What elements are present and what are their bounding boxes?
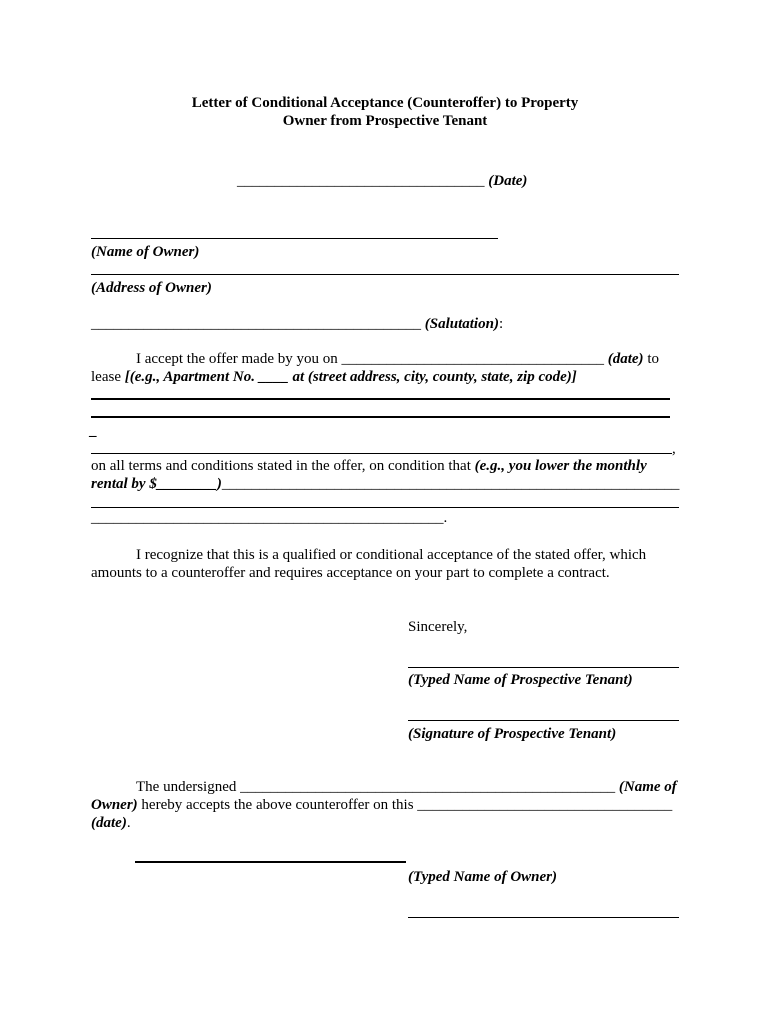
- lease-dash: _: [89, 423, 97, 439]
- salutation-line: [91, 315, 503, 333]
- undersigned-line-1: [136, 778, 677, 796]
- lease-comma: ,: [672, 441, 676, 457]
- owner-name-line: [91, 238, 498, 239]
- condition-line: [91, 507, 679, 508]
- offer-sentence: [136, 350, 659, 368]
- rental-example: rental by $________): [91, 476, 222, 492]
- lease-line-3: [91, 453, 672, 454]
- undersigned-text: The undersigned: [136, 779, 237, 795]
- undersigned-blank: __________________________________________________: [240, 779, 616, 795]
- salutation-colon: :: [498, 316, 504, 332]
- offer-date-label: (date): [607, 351, 644, 367]
- document-title-line2: Owner from Prospective Tenant: [282, 113, 488, 129]
- rental-line: [91, 475, 679, 493]
- undersigned-name-of: (Name of: [618, 779, 677, 795]
- offer-intro: I accept the offer made by you on: [136, 351, 338, 367]
- owner-signature-line: [135, 861, 406, 863]
- lease-word: lease: [91, 369, 121, 385]
- salutation-label: (Salutation): [424, 316, 499, 332]
- date-label: (Date): [488, 173, 528, 189]
- undersigned-period: .: [126, 815, 131, 831]
- owner-name-label: (Name of Owner): [91, 244, 200, 260]
- undersigned-date-label: (date): [91, 815, 127, 831]
- sincerely: Sincerely,: [408, 619, 468, 635]
- tenant-signature-line: [408, 720, 679, 721]
- owner-typed-name-label: (Typed Name of Owner): [408, 869, 557, 885]
- undersigned-accepts: hereby accepts the above counteroffer on this: [141, 797, 414, 813]
- undersigned-line-2: [91, 796, 672, 814]
- condition-final-blank: _______________________________________________.: [91, 510, 448, 526]
- condition-text: on all terms and conditions stated in the offer, on condition that: [91, 458, 471, 474]
- lease-line-1: [91, 398, 670, 400]
- date-line: [237, 172, 527, 190]
- owner-address-label: (Address of Owner): [91, 280, 212, 296]
- undersigned-line-3: [91, 814, 131, 832]
- lease-example: [(e.g., Apartment No. ____ at (street address, city, county, state, zip code)]: [124, 369, 577, 385]
- tenant-typed-name-label: (Typed Name of Prospective Tenant): [408, 672, 633, 688]
- condition-sentence: [91, 457, 647, 475]
- recognize-line-2: amounts to a counteroffer and requires acceptance on your part to complete a contract.: [91, 565, 610, 581]
- owner-typed-name-line: [408, 917, 679, 918]
- undersigned-owner: Owner): [91, 797, 138, 813]
- rental-blank: _____________________________________________________________: [221, 476, 680, 492]
- tenant-signature-label: (Signature of Prospective Tenant): [408, 726, 617, 742]
- recognize-line-1: I recognize that this is a qualified or conditional acceptance of the stated offer, which: [136, 547, 647, 563]
- tenant-typed-name-line: [408, 667, 679, 668]
- offer-date-blank: ___________________________________: [341, 351, 604, 367]
- document-title-line1: Letter of Conditional Acceptance (Counteroffer) to Property: [191, 95, 579, 111]
- undersigned-date-blank: __________________________________: [417, 797, 673, 813]
- owner-address-line: [91, 274, 679, 275]
- lease-line-2: [91, 416, 670, 418]
- lease-sentence: [91, 368, 577, 386]
- offer-to: to: [647, 351, 659, 367]
- condition-example: (e.g., you lower the monthly: [474, 458, 647, 474]
- salutation-blank: ____________________________________________: [91, 316, 421, 332]
- date-blank: _________________________________: [237, 173, 485, 189]
